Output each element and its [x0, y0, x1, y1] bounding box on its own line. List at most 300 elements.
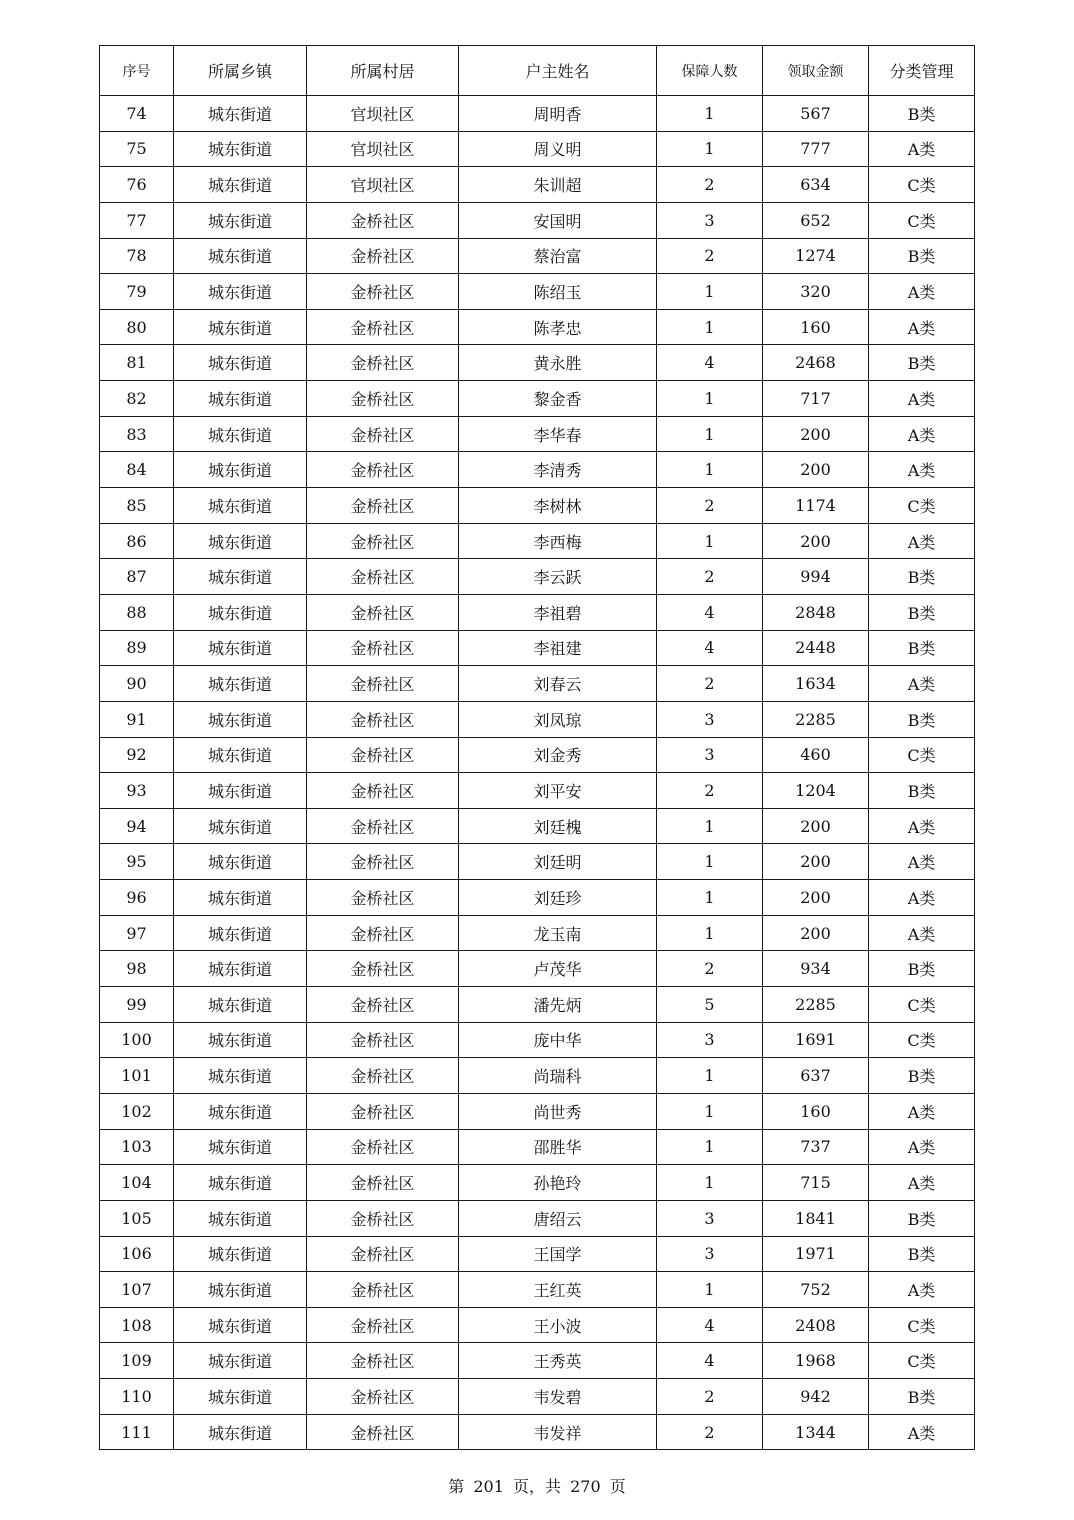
cell-village-community: 金桥社区 [307, 951, 459, 987]
cell-householder-name: 蔡治富 [459, 238, 657, 274]
cell-serial-number: 87 [100, 559, 174, 595]
cell-serial-number: 97 [100, 915, 174, 951]
cell-serial-number: 95 [100, 844, 174, 880]
table-row [100, 594, 975, 630]
cell-village-community: 金桥社区 [307, 559, 459, 595]
cell-township: 城东街道 [174, 701, 307, 737]
cell-amount-received: 2448 [763, 630, 869, 666]
cell-covered-persons: 4 [657, 1343, 763, 1379]
cell-covered-persons: 1 [657, 274, 763, 310]
table-row [100, 1129, 975, 1165]
table-row [100, 1272, 975, 1308]
header-village-community: 所属村居 [307, 46, 459, 96]
cell-village-community: 金桥社区 [307, 1200, 459, 1236]
cell-householder-name: 陈绍玉 [459, 274, 657, 310]
cell-householder-name: 陈孝忠 [459, 309, 657, 345]
cell-covered-persons: 5 [657, 987, 763, 1023]
cell-covered-persons: 1 [657, 381, 763, 417]
cell-amount-received: 200 [763, 915, 869, 951]
cell-amount-received: 200 [763, 452, 869, 488]
cell-township: 城东街道 [174, 523, 307, 559]
cell-amount-received: 1204 [763, 773, 869, 809]
table-row [100, 1343, 975, 1379]
cell-serial-number: 108 [100, 1307, 174, 1343]
cell-covered-persons: 1 [657, 96, 763, 132]
cell-village-community: 金桥社区 [307, 594, 459, 630]
table-row [100, 808, 975, 844]
cell-category: A类 [869, 666, 975, 702]
cell-amount-received: 200 [763, 880, 869, 916]
cell-serial-number: 86 [100, 523, 174, 559]
cell-covered-persons: 2 [657, 951, 763, 987]
cell-category: B类 [869, 773, 975, 809]
table-row [100, 416, 975, 452]
cell-category: C类 [869, 1022, 975, 1058]
cell-village-community: 金桥社区 [307, 1272, 459, 1308]
header-householder-name: 户主姓名 [459, 46, 657, 96]
table-row [100, 1414, 975, 1450]
cell-serial-number: 77 [100, 202, 174, 238]
cell-covered-persons: 3 [657, 1200, 763, 1236]
cell-covered-persons: 4 [657, 345, 763, 381]
cell-category: B类 [869, 1379, 975, 1415]
cell-serial-number: 99 [100, 987, 174, 1023]
cell-amount-received: 200 [763, 416, 869, 452]
cell-amount-received: 637 [763, 1058, 869, 1094]
cell-covered-persons: 2 [657, 488, 763, 524]
cell-village-community: 金桥社区 [307, 1093, 459, 1129]
cell-serial-number: 102 [100, 1093, 174, 1129]
cell-amount-received: 567 [763, 96, 869, 132]
cell-category: B类 [869, 96, 975, 132]
cell-township: 城东街道 [174, 880, 307, 916]
cell-village-community: 金桥社区 [307, 808, 459, 844]
cell-serial-number: 90 [100, 666, 174, 702]
cell-village-community: 金桥社区 [307, 238, 459, 274]
table-row [100, 666, 975, 702]
cell-township: 城东街道 [174, 808, 307, 844]
table-row [100, 131, 975, 167]
cell-township: 城东街道 [174, 1307, 307, 1343]
cell-amount-received: 634 [763, 167, 869, 203]
cell-category: A类 [869, 274, 975, 310]
cell-covered-persons: 1 [657, 1272, 763, 1308]
cell-category: C类 [869, 987, 975, 1023]
cell-village-community: 官坝社区 [307, 167, 459, 203]
cell-covered-persons: 2 [657, 666, 763, 702]
cell-township: 城东街道 [174, 987, 307, 1023]
cell-householder-name: 孙艳玲 [459, 1165, 657, 1201]
cell-category: B类 [869, 1200, 975, 1236]
cell-householder-name: 李清秀 [459, 452, 657, 488]
table-row [100, 737, 975, 773]
cell-serial-number: 100 [100, 1022, 174, 1058]
cell-householder-name: 刘金秀 [459, 737, 657, 773]
cell-category: B类 [869, 701, 975, 737]
cell-covered-persons: 1 [657, 808, 763, 844]
cell-amount-received: 1634 [763, 666, 869, 702]
table-row [100, 1236, 975, 1272]
cell-covered-persons: 2 [657, 773, 763, 809]
cell-serial-number: 110 [100, 1379, 174, 1415]
cell-householder-name: 李祖建 [459, 630, 657, 666]
cell-township: 城东街道 [174, 559, 307, 595]
header-row [100, 46, 975, 96]
cell-covered-persons: 1 [657, 523, 763, 559]
cell-village-community: 金桥社区 [307, 416, 459, 452]
cell-category: B类 [869, 238, 975, 274]
cell-category: B类 [869, 594, 975, 630]
cell-category: B类 [869, 559, 975, 595]
cell-covered-persons: 1 [657, 880, 763, 916]
cell-householder-name: 刘凤琼 [459, 701, 657, 737]
cell-category: C类 [869, 488, 975, 524]
header-township: 所属乡镇 [174, 46, 307, 96]
table-row [100, 274, 975, 310]
cell-township: 城东街道 [174, 131, 307, 167]
cell-householder-name: 李树林 [459, 488, 657, 524]
cell-covered-persons: 3 [657, 737, 763, 773]
cell-village-community: 官坝社区 [307, 131, 459, 167]
cell-village-community: 金桥社区 [307, 1022, 459, 1058]
table-row [100, 559, 975, 595]
cell-category: A类 [869, 915, 975, 951]
cell-covered-persons: 3 [657, 701, 763, 737]
cell-covered-persons: 1 [657, 1058, 763, 1094]
cell-serial-number: 96 [100, 880, 174, 916]
cell-serial-number: 91 [100, 701, 174, 737]
cell-amount-received: 2285 [763, 987, 869, 1023]
table-row [100, 987, 975, 1023]
cell-covered-persons: 3 [657, 1022, 763, 1058]
cell-village-community: 金桥社区 [307, 701, 459, 737]
cell-covered-persons: 4 [657, 1307, 763, 1343]
cell-covered-persons: 3 [657, 1236, 763, 1272]
cell-township: 城东街道 [174, 1129, 307, 1165]
table-row [100, 844, 975, 880]
cell-householder-name: 李华春 [459, 416, 657, 452]
table-row [100, 1307, 975, 1343]
cell-village-community: 金桥社区 [307, 630, 459, 666]
cell-covered-persons: 1 [657, 452, 763, 488]
cell-category: A类 [869, 808, 975, 844]
cell-category: A类 [869, 1129, 975, 1165]
cell-village-community: 金桥社区 [307, 1058, 459, 1094]
cell-category: A类 [869, 844, 975, 880]
table-row [100, 202, 975, 238]
cell-covered-persons: 4 [657, 630, 763, 666]
cell-amount-received: 160 [763, 309, 869, 345]
table-row [100, 381, 975, 417]
cell-township: 城东街道 [174, 238, 307, 274]
page-number-footer: 第 201 页，共 270 页 [448, 1477, 626, 1496]
cell-village-community: 金桥社区 [307, 488, 459, 524]
cell-amount-received: 1344 [763, 1414, 869, 1450]
cell-serial-number: 78 [100, 238, 174, 274]
cell-serial-number: 88 [100, 594, 174, 630]
table-row [100, 880, 975, 916]
cell-category: A类 [869, 1165, 975, 1201]
cell-category: B类 [869, 345, 975, 381]
cell-amount-received: 777 [763, 131, 869, 167]
table-row [100, 523, 975, 559]
table-row [100, 630, 975, 666]
cell-householder-name: 庞中华 [459, 1022, 657, 1058]
cell-amount-received: 160 [763, 1093, 869, 1129]
cell-category: B类 [869, 951, 975, 987]
cell-township: 城东街道 [174, 1414, 307, 1450]
cell-amount-received: 200 [763, 844, 869, 880]
cell-amount-received: 942 [763, 1379, 869, 1415]
cell-covered-persons: 1 [657, 416, 763, 452]
cell-covered-persons: 3 [657, 202, 763, 238]
cell-serial-number: 83 [100, 416, 174, 452]
cell-township: 城东街道 [174, 345, 307, 381]
cell-serial-number: 98 [100, 951, 174, 987]
cell-township: 城东街道 [174, 630, 307, 666]
cell-township: 城东街道 [174, 1200, 307, 1236]
cell-serial-number: 84 [100, 452, 174, 488]
cell-village-community: 金桥社区 [307, 452, 459, 488]
table-row [100, 1093, 975, 1129]
cell-householder-name: 黎金香 [459, 381, 657, 417]
cell-covered-persons: 2 [657, 1414, 763, 1450]
table-row [100, 701, 975, 737]
cell-householder-name: 刘廷槐 [459, 808, 657, 844]
table-row [100, 96, 975, 132]
cell-covered-persons: 2 [657, 1379, 763, 1415]
cell-amount-received: 652 [763, 202, 869, 238]
cell-village-community: 金桥社区 [307, 1165, 459, 1201]
cell-serial-number: 76 [100, 167, 174, 203]
cell-serial-number: 104 [100, 1165, 174, 1201]
cell-category: B类 [869, 1058, 975, 1094]
cell-category: A类 [869, 880, 975, 916]
table-row [100, 488, 975, 524]
cell-householder-name: 邵胜华 [459, 1129, 657, 1165]
cell-amount-received: 1691 [763, 1022, 869, 1058]
cell-category: A类 [869, 523, 975, 559]
cell-householder-name: 龙玉南 [459, 915, 657, 951]
table-row [100, 1022, 975, 1058]
cell-village-community: 金桥社区 [307, 880, 459, 916]
cell-amount-received: 752 [763, 1272, 869, 1308]
cell-township: 城东街道 [174, 773, 307, 809]
cell-serial-number: 109 [100, 1343, 174, 1379]
cell-householder-name: 刘春云 [459, 666, 657, 702]
cell-village-community: 金桥社区 [307, 844, 459, 880]
cell-amount-received: 2285 [763, 701, 869, 737]
cell-amount-received: 1968 [763, 1343, 869, 1379]
cell-serial-number: 105 [100, 1200, 174, 1236]
cell-covered-persons: 1 [657, 844, 763, 880]
cell-amount-received: 1174 [763, 488, 869, 524]
cell-amount-received: 2848 [763, 594, 869, 630]
cell-village-community: 金桥社区 [307, 1236, 459, 1272]
cell-amount-received: 737 [763, 1129, 869, 1165]
cell-amount-received: 934 [763, 951, 869, 987]
cell-township: 城东街道 [174, 274, 307, 310]
cell-category: A类 [869, 309, 975, 345]
cell-serial-number: 89 [100, 630, 174, 666]
header-category: 分类管理 [869, 46, 975, 96]
cell-township: 城东街道 [174, 1272, 307, 1308]
cell-township: 城东街道 [174, 915, 307, 951]
cell-township: 城东街道 [174, 1236, 307, 1272]
cell-covered-persons: 1 [657, 131, 763, 167]
cell-category: C类 [869, 202, 975, 238]
cell-township: 城东街道 [174, 666, 307, 702]
cell-householder-name: 刘廷明 [459, 844, 657, 880]
cell-amount-received: 1841 [763, 1200, 869, 1236]
cell-township: 城东街道 [174, 594, 307, 630]
cell-category: A类 [869, 452, 975, 488]
cell-serial-number: 80 [100, 309, 174, 345]
cell-village-community: 金桥社区 [307, 666, 459, 702]
cell-village-community: 金桥社区 [307, 773, 459, 809]
cell-amount-received: 320 [763, 274, 869, 310]
cell-amount-received: 200 [763, 523, 869, 559]
cell-serial-number: 93 [100, 773, 174, 809]
cell-serial-number: 94 [100, 808, 174, 844]
cell-covered-persons: 2 [657, 559, 763, 595]
cell-covered-persons: 2 [657, 238, 763, 274]
cell-category: A类 [869, 1272, 975, 1308]
cell-serial-number: 106 [100, 1236, 174, 1272]
cell-village-community: 金桥社区 [307, 1379, 459, 1415]
cell-category: A类 [869, 1093, 975, 1129]
cell-category: A类 [869, 131, 975, 167]
cell-township: 城东街道 [174, 452, 307, 488]
cell-serial-number: 92 [100, 737, 174, 773]
welfare-roster-table [99, 45, 975, 1450]
cell-village-community: 金桥社区 [307, 1414, 459, 1450]
cell-householder-name: 王红英 [459, 1272, 657, 1308]
cell-amount-received: 994 [763, 559, 869, 595]
cell-township: 城东街道 [174, 1165, 307, 1201]
cell-township: 城东街道 [174, 309, 307, 345]
cell-village-community: 金桥社区 [307, 1129, 459, 1165]
cell-serial-number: 75 [100, 131, 174, 167]
cell-householder-name: 周义明 [459, 131, 657, 167]
cell-covered-persons: 1 [657, 1165, 763, 1201]
cell-township: 城东街道 [174, 1093, 307, 1129]
cell-householder-name: 尚瑞科 [459, 1058, 657, 1094]
cell-householder-name: 唐绍云 [459, 1200, 657, 1236]
table-row [100, 1058, 975, 1094]
cell-amount-received: 1971 [763, 1236, 869, 1272]
cell-category: C类 [869, 737, 975, 773]
cell-amount-received: 460 [763, 737, 869, 773]
cell-township: 城东街道 [174, 96, 307, 132]
cell-category: B类 [869, 630, 975, 666]
cell-householder-name: 韦发碧 [459, 1379, 657, 1415]
cell-householder-name: 黄永胜 [459, 345, 657, 381]
cell-householder-name: 王小波 [459, 1307, 657, 1343]
cell-householder-name: 王国学 [459, 1236, 657, 1272]
cell-category: A类 [869, 381, 975, 417]
cell-householder-name: 李西梅 [459, 523, 657, 559]
cell-category: A类 [869, 1414, 975, 1450]
cell-serial-number: 111 [100, 1414, 174, 1450]
table-row [100, 915, 975, 951]
cell-village-community: 金桥社区 [307, 915, 459, 951]
cell-township: 城东街道 [174, 1343, 307, 1379]
table-header [100, 46, 975, 96]
cell-amount-received: 1274 [763, 238, 869, 274]
cell-township: 城东街道 [174, 202, 307, 238]
cell-serial-number: 79 [100, 274, 174, 310]
cell-amount-received: 2468 [763, 345, 869, 381]
cell-serial-number: 74 [100, 96, 174, 132]
cell-householder-name: 安国明 [459, 202, 657, 238]
cell-amount-received: 715 [763, 1165, 869, 1201]
cell-village-community: 金桥社区 [307, 202, 459, 238]
cell-householder-name: 韦发祥 [459, 1414, 657, 1450]
cell-serial-number: 81 [100, 345, 174, 381]
cell-householder-name: 李云跃 [459, 559, 657, 595]
cell-township: 城东街道 [174, 1022, 307, 1058]
cell-village-community: 金桥社区 [307, 523, 459, 559]
cell-township: 城东街道 [174, 416, 307, 452]
cell-category: B类 [869, 1236, 975, 1272]
cell-category: C类 [869, 167, 975, 203]
cell-householder-name: 卢茂华 [459, 951, 657, 987]
cell-covered-persons: 1 [657, 309, 763, 345]
cell-householder-name: 刘廷珍 [459, 880, 657, 916]
cell-village-community: 金桥社区 [307, 274, 459, 310]
cell-householder-name: 周明香 [459, 96, 657, 132]
cell-serial-number: 101 [100, 1058, 174, 1094]
cell-category: A类 [869, 416, 975, 452]
table-row [100, 452, 975, 488]
cell-serial-number: 85 [100, 488, 174, 524]
cell-township: 城东街道 [174, 1058, 307, 1094]
cell-covered-persons: 2 [657, 167, 763, 203]
cell-amount-received: 717 [763, 381, 869, 417]
cell-village-community: 金桥社区 [307, 737, 459, 773]
cell-householder-name: 朱训超 [459, 167, 657, 203]
cell-village-community: 金桥社区 [307, 345, 459, 381]
cell-village-community: 官坝社区 [307, 96, 459, 132]
table-row [100, 238, 975, 274]
cell-householder-name: 王秀英 [459, 1343, 657, 1379]
cell-householder-name: 尚世秀 [459, 1093, 657, 1129]
cell-amount-received: 200 [763, 808, 869, 844]
cell-category: C类 [869, 1307, 975, 1343]
cell-village-community: 金桥社区 [307, 1307, 459, 1343]
cell-covered-persons: 1 [657, 1093, 763, 1129]
cell-category: C类 [869, 1343, 975, 1379]
cell-serial-number: 82 [100, 381, 174, 417]
cell-householder-name: 李祖碧 [459, 594, 657, 630]
cell-village-community: 金桥社区 [307, 1343, 459, 1379]
cell-covered-persons: 1 [657, 915, 763, 951]
cell-householder-name: 刘平安 [459, 773, 657, 809]
cell-serial-number: 103 [100, 1129, 174, 1165]
cell-village-community: 金桥社区 [307, 987, 459, 1023]
table-row [100, 1379, 975, 1415]
header-covered-persons: 保障人数 [657, 46, 763, 96]
cell-township: 城东街道 [174, 488, 307, 524]
table-row [100, 309, 975, 345]
cell-village-community: 金桥社区 [307, 309, 459, 345]
cell-township: 城东街道 [174, 951, 307, 987]
table-body [100, 96, 975, 1450]
cell-township: 城东街道 [174, 381, 307, 417]
table-row [100, 1200, 975, 1236]
header-amount-received: 领取金额 [763, 46, 869, 96]
